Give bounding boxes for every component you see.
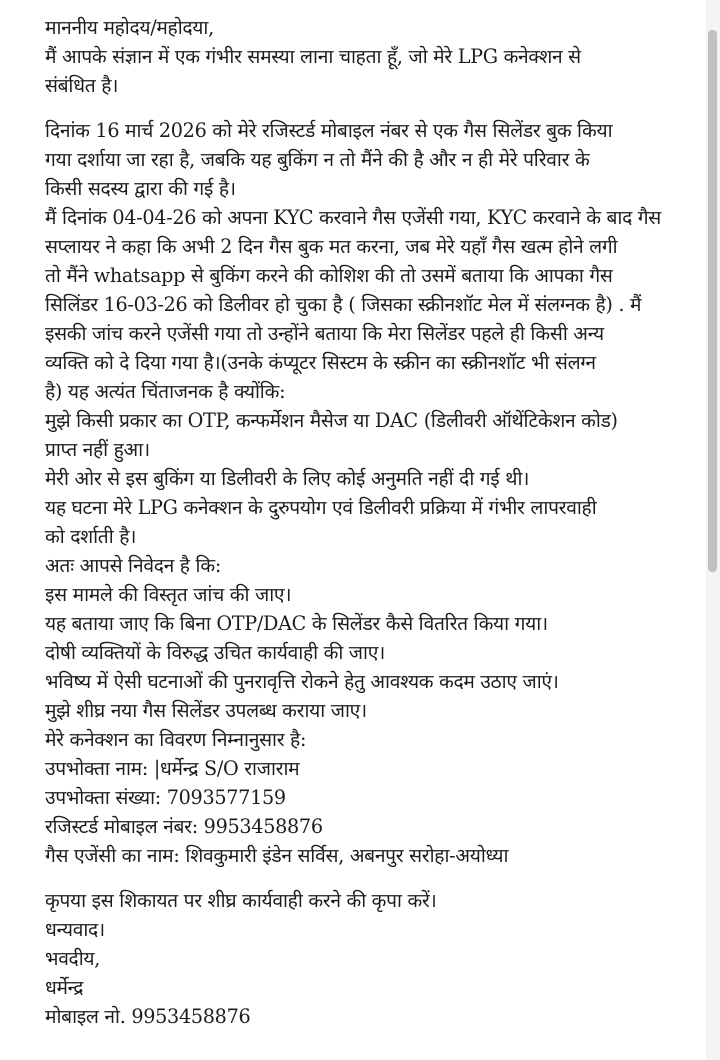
reason-3-line-1: यह घटना मेरे LPG कनेक्शन के दुरुपयोग एवं डिलीवरी प्रक्रिया में गंभीर लापरवाही	[45, 496, 597, 519]
paragraph-2-line-4: सिलिंडर 16-03-26 को डिलीवर हो चुका है ( जिसका स्क्रीनशॉट मेल में संलग्नक है) . मैं	[45, 293, 642, 316]
reason-2: मेरी ओर से इस बुकिंग या डिलीवरी के लिए कोई अनुमति नहीं दी गई थी।	[45, 467, 530, 490]
request-item-5: मुझे शीघ्र नया गैस सिलेंडर उपलब्ध कराया जाए।	[45, 699, 367, 722]
details-intro: मेरे कनेक्शन का विवरण निम्नानुसार है:	[45, 728, 307, 751]
paragraph-2-line-7: है) यह अत्यंत चिंताजनक है क्योंकि:	[45, 380, 286, 403]
registered-mobile: रजिस्टर्ड मोबाइल नंबर: 9953458876	[45, 815, 323, 838]
request-item-4: भविष्य में ऐसी घटनाओं की पुनरावृत्ति रोकने हेतु आवश्यक कदम उठाए जाएं।	[45, 670, 559, 693]
salutation: माननीय महोदय/महोदया,	[45, 16, 214, 39]
paragraph-2-line-6: व्यक्ति को दे दिया गया है।(उनके कंप्यूटर सिस्टम के स्क्रीन का स्क्रीनशॉट भी संलग्न	[45, 351, 596, 374]
intro-line-1: मैं आपके संज्ञान में एक गंभीर समस्या लाना चाहता हूँ, जो मेरे LPG कनेक्शन से	[45, 45, 581, 68]
intro-line-2: संबंधित है।	[45, 74, 119, 97]
request-item-1: इस मामले की विस्तृत जांच की जाए।	[45, 583, 292, 606]
consumer-name: उपभोक्ता नाम: |धर्मेन्द्र S/O राजाराम	[45, 757, 300, 780]
paragraph-2-line-3: तो मैंने whatsapp से बुकिंग करने की कोशिश की तो उसमें बताया कि आपका गैस	[45, 264, 613, 287]
paragraph-gap	[45, 100, 685, 116]
yours-faithfully: भवदीय,	[45, 947, 101, 970]
closing-request: कृपया इस शिकायत पर शीघ्र कार्यवाही करने की कृपा करें।	[45, 889, 437, 912]
paragraph-1-line-1: दिनांक 16 मार्च 2026 को मेरे रजिस्टर्ड मोबाइल नंबर से एक गैस सिलेंडर बुक किया	[45, 119, 613, 142]
thanks: धन्यवाद।	[45, 918, 105, 941]
vertical-scrollbar-thumb[interactable]	[708, 30, 717, 572]
paragraph-gap	[45, 870, 685, 886]
reason-1-line-2: प्राप्त नहीं हुआ।	[45, 438, 150, 461]
request-item-2: यह बताया जाए कि बिना OTP/DAC के सिलेंडर कैसे वितरित किया गया।	[45, 612, 548, 635]
paragraph-1-line-2: गया दर्शाया जा रहा है, जबकि यह बुकिंग न तो मैंने की है और न ही मेरे परिवार के	[45, 148, 590, 171]
request-intro: अतः आपसे निवेदन है कि:	[45, 554, 222, 577]
paragraph-1-line-3: किसी सदस्य द्वारा की गई है।	[45, 177, 236, 200]
signature-mobile: मोबाइल नो. 9953458876	[45, 1005, 251, 1028]
complaint-letter	[45, 13, 685, 1031]
paragraph-2-line-5: इसकी जांच करने एजेंसी गया तो उन्होंने बताया कि मेरा सिलेंडर पहले ही किसी अन्य	[45, 322, 604, 345]
paragraph-2-line-2: सप्लायर ने कहा कि अभी 2 दिन गैस बुक मत करना, जब मेरे यहाँ गैस खत्म होने लगी	[45, 235, 618, 258]
signature-name: धर्मेन्द्र	[45, 976, 84, 999]
reason-3-line-2: को दर्शाती है।	[45, 525, 137, 548]
request-item-3: दोषी व्यक्तियों के विरुद्ध उचित कार्यवाही की जाए।	[45, 641, 386, 664]
paragraph-2-line-1: मैं दिनांक 04-04-26 को अपना KYC करवाने गैस एजेंसी गया, KYC करवाने के बाद गैस	[45, 206, 661, 229]
consumer-number: उपभोक्ता संख्या: 7093577159	[45, 786, 286, 809]
reason-1-line-1: मुझे किसी प्रकार का OTP, कन्फर्मेशन मैसेज या DAC (डिलीवरी ऑथेंटिकेशन कोड)	[45, 409, 618, 432]
agency-name: गैस एजेंसी का नाम: शिवकुमारी इंडेन सर्विस, अबनपुर सरोहा-अयोध्या	[45, 844, 509, 867]
